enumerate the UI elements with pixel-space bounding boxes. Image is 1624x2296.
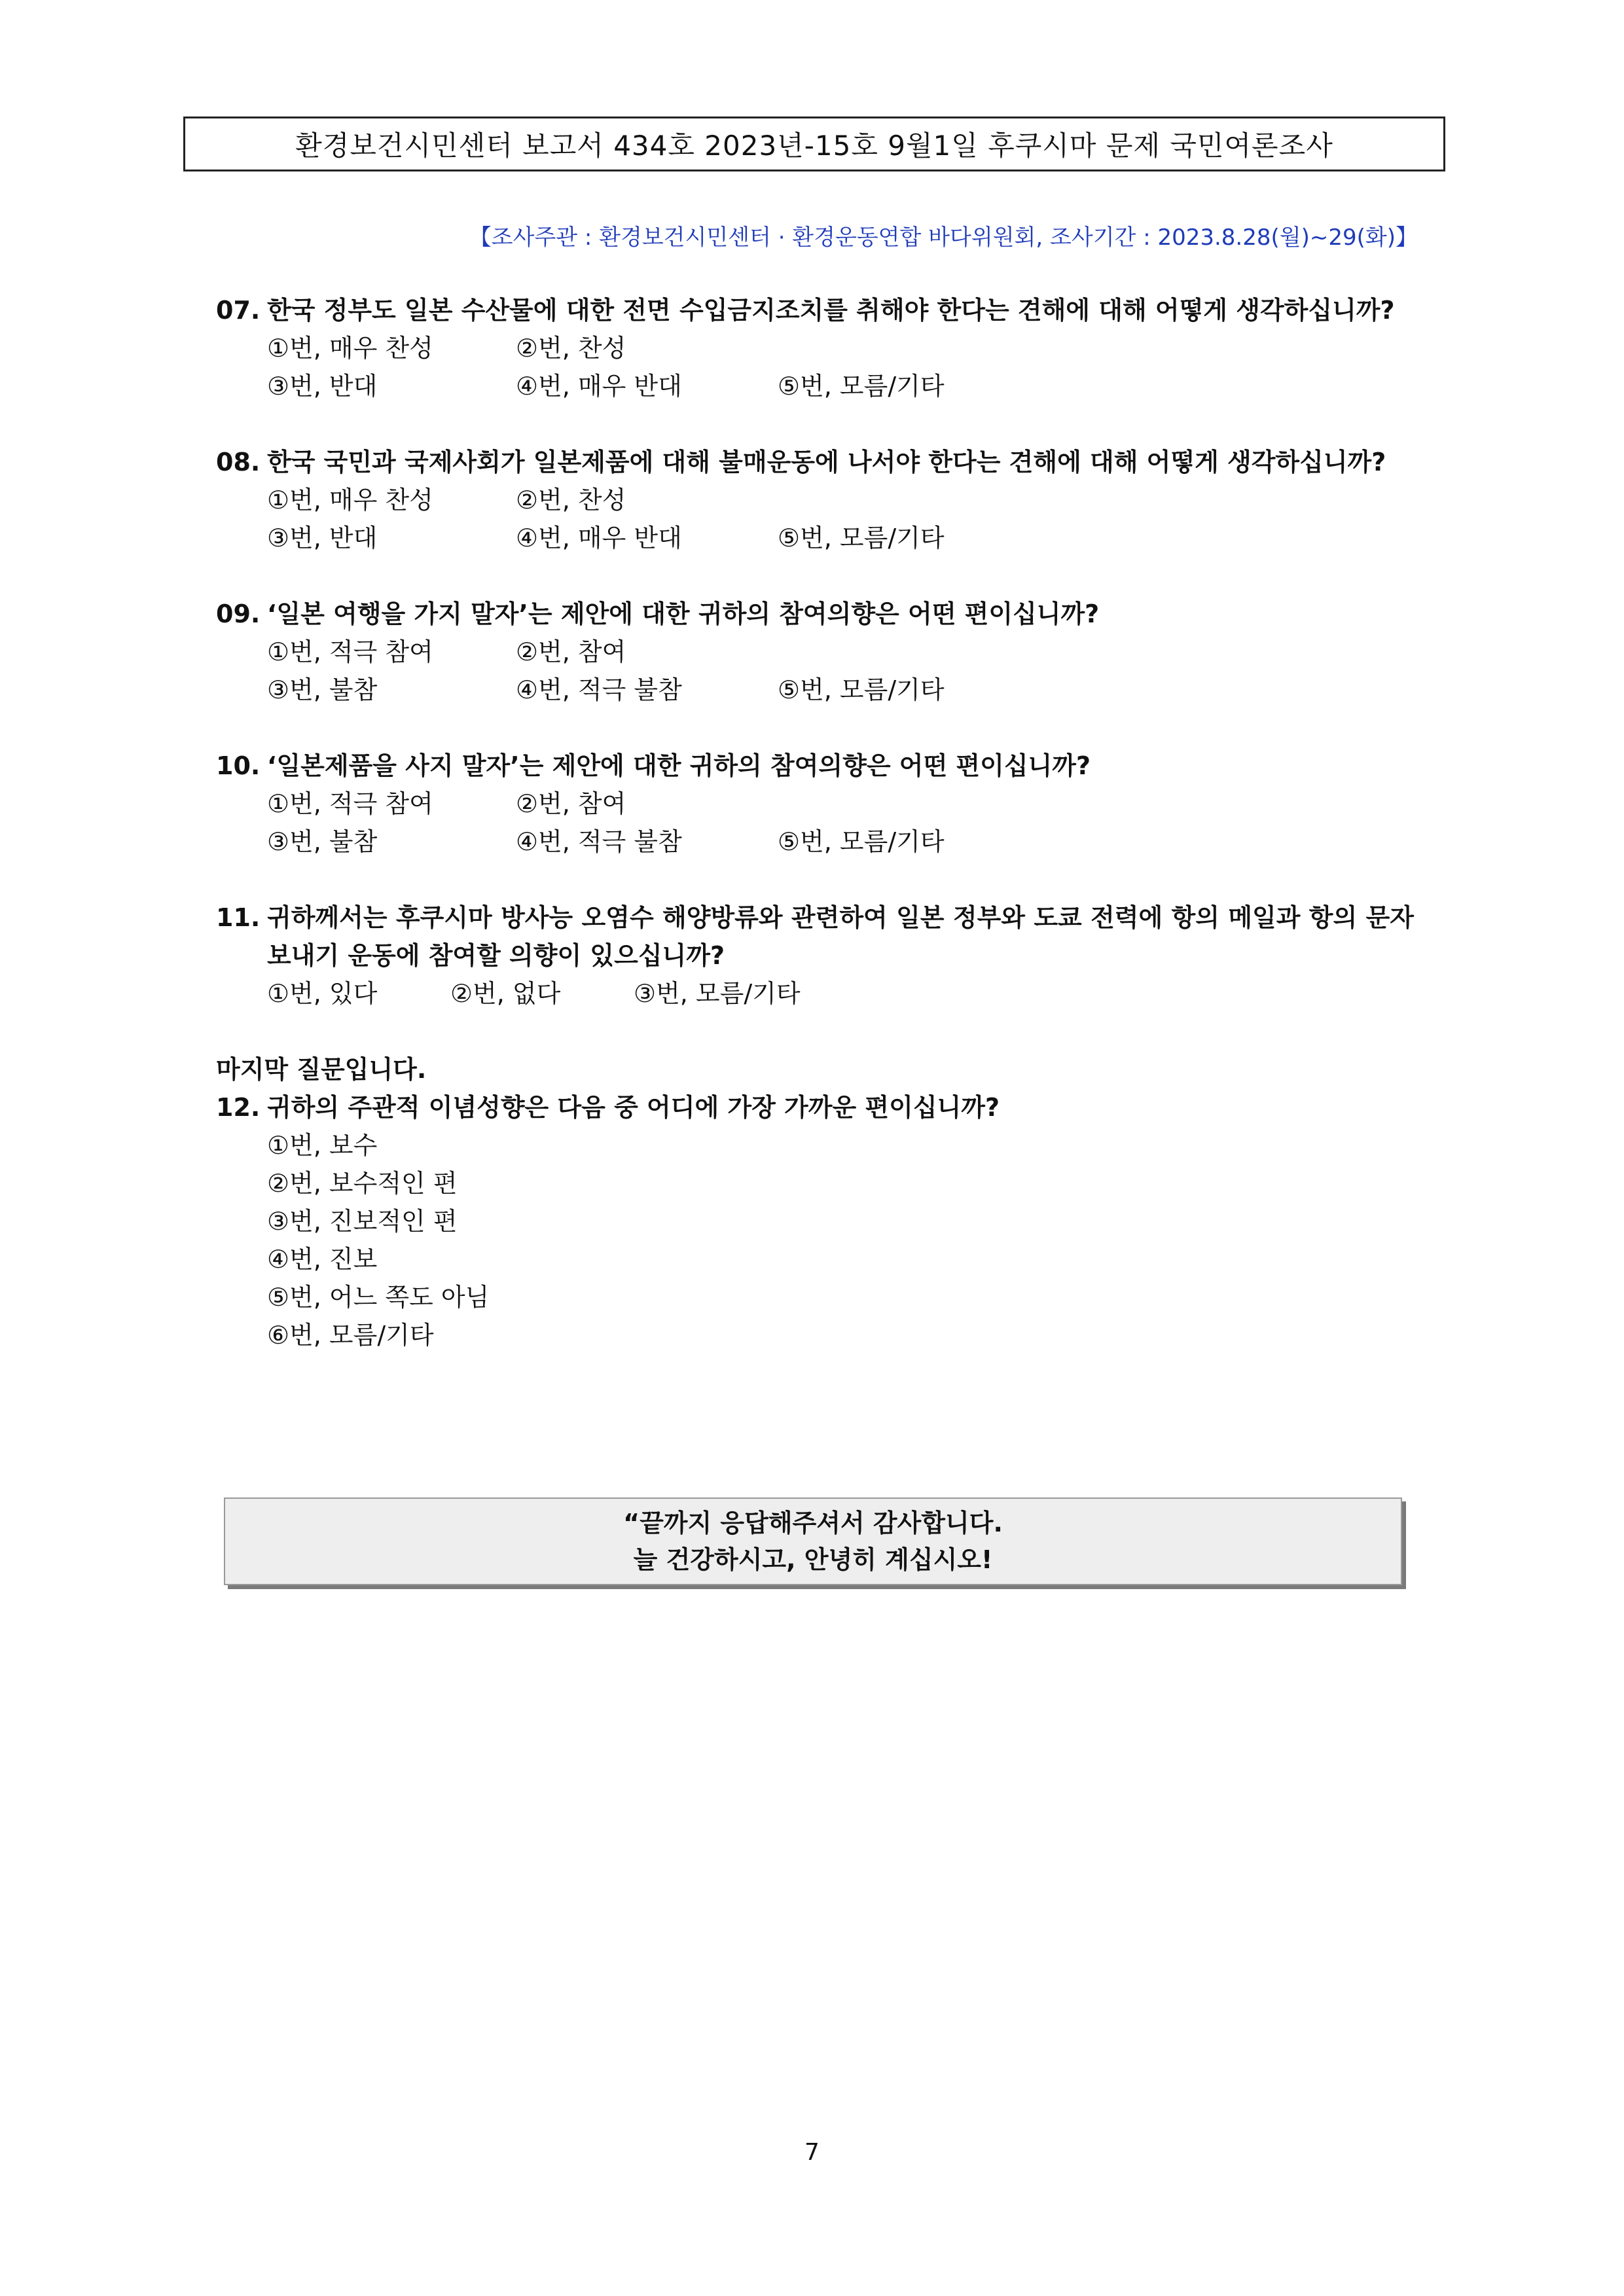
question-number: 10. [216, 751, 261, 780]
survey-info: 【조사주관 : 환경보건시민센터 · 환경운동연합 바다위원회, 조사기간 : 2023.8.28(월)~29(화)】 [469, 224, 1418, 251]
option-5: ⑤번, 모름/기타 [778, 675, 945, 704]
option-5: ⑤번, 어느 쪽도 아님 [267, 1283, 490, 1312]
option-1: ①번, 있다 [267, 979, 378, 1008]
question-number: 08. [216, 448, 261, 476]
option-3: ③번, 모름/기타 [634, 979, 801, 1008]
question-text: 한국 국민과 국제사회가 일본제품에 대해 불매운동에 나서야 한다는 견해에 대해 어떻게 생각하십니까? [267, 448, 1386, 476]
question-10 [216, 747, 1414, 861]
option-1: ①번, 적극 참여 [267, 637, 433, 666]
question-07 [216, 291, 1414, 405]
option-5: ⑤번, 모름/기타 [778, 827, 945, 856]
option-4: ④번, 적극 불참 [516, 675, 682, 704]
question-number: 11. [216, 903, 261, 932]
option-1: ①번, 보수 [267, 1131, 378, 1160]
question-text: 귀하의 주관적 이념성향은 다음 중 어디에 가장 가까운 편이십니까? [267, 1093, 1000, 1122]
question-number: 12. [216, 1093, 261, 1122]
question-text: 귀하께서는 후쿠시마 방사능 오염수 해양방류와 관련하여 일본 정부와 도쿄 전력에 항의 메일과 항의 문자 보내기 운동에 참여할 의향이 있으십니까? [267, 903, 1414, 970]
option-2: ②번, 참여 [516, 789, 626, 818]
last-question-note: 마지막 질문입니다. [216, 1055, 427, 1084]
report-title: 환경보건시민센터 보고서 434호 2023년-15호 9월1일 후쿠시마 문제 국민여론조사 [295, 130, 1333, 162]
option-2: ②번, 보수적인 편 [267, 1169, 458, 1198]
closing-line-1: “끝까지 응답해주셔서 감사합니다. [623, 1509, 1003, 1537]
question-list [216, 291, 1414, 1392]
option-4: ④번, 매우 반대 [516, 372, 682, 401]
question-text: 한국 정부도 일본 수산물에 대한 전면 수입금지조치를 취해야 한다는 견해에 대해 어떻게 생각하십니까? [267, 296, 1395, 325]
question-11 [216, 899, 1414, 1013]
option-3: ③번, 불참 [267, 675, 378, 704]
option-4: ④번, 적극 불참 [516, 827, 682, 856]
option-4: ④번, 진보 [267, 1245, 378, 1274]
question-number: 07. [216, 296, 261, 325]
question-12 [216, 1050, 1414, 1354]
option-3: ③번, 불참 [267, 827, 378, 856]
option-1: ①번, 매우 찬성 [267, 334, 433, 363]
option-5: ⑤번, 모름/기타 [778, 372, 945, 401]
page-number: 7 [804, 2139, 820, 2166]
question-number: 09. [216, 600, 261, 628]
question-08 [216, 443, 1414, 557]
option-1: ①번, 적극 참여 [267, 789, 433, 818]
question-09 [216, 595, 1414, 709]
option-5: ⑤번, 모름/기타 [778, 524, 945, 552]
question-text: ‘일본 여행을 가지 말자’는 제안에 대한 귀하의 참여의향은 어떤 편이십니까? [267, 600, 1100, 628]
closing-line-2: 늘 건강하시고, 안녕히 계십시오! [633, 1545, 993, 1574]
report-header [183, 117, 1445, 171]
option-3: ③번, 반대 [267, 524, 378, 552]
option-1: ①번, 매우 찬성 [267, 486, 433, 514]
option-6: ⑥번, 모름/기타 [267, 1321, 434, 1350]
option-3: ③번, 반대 [267, 372, 378, 401]
option-2: ②번, 찬성 [516, 486, 626, 514]
question-text: ‘일본제품을 사지 말자’는 제안에 대한 귀하의 참여의향은 어떤 편이십니까? [267, 751, 1091, 780]
option-2: ②번, 참여 [516, 637, 626, 666]
closing-message-box [224, 1498, 1402, 1585]
option-2: ②번, 없다 [450, 979, 561, 1008]
option-4: ④번, 매우 반대 [516, 524, 682, 552]
option-3: ③번, 진보적인 편 [267, 1207, 458, 1236]
option-2: ②번, 찬성 [516, 334, 626, 363]
